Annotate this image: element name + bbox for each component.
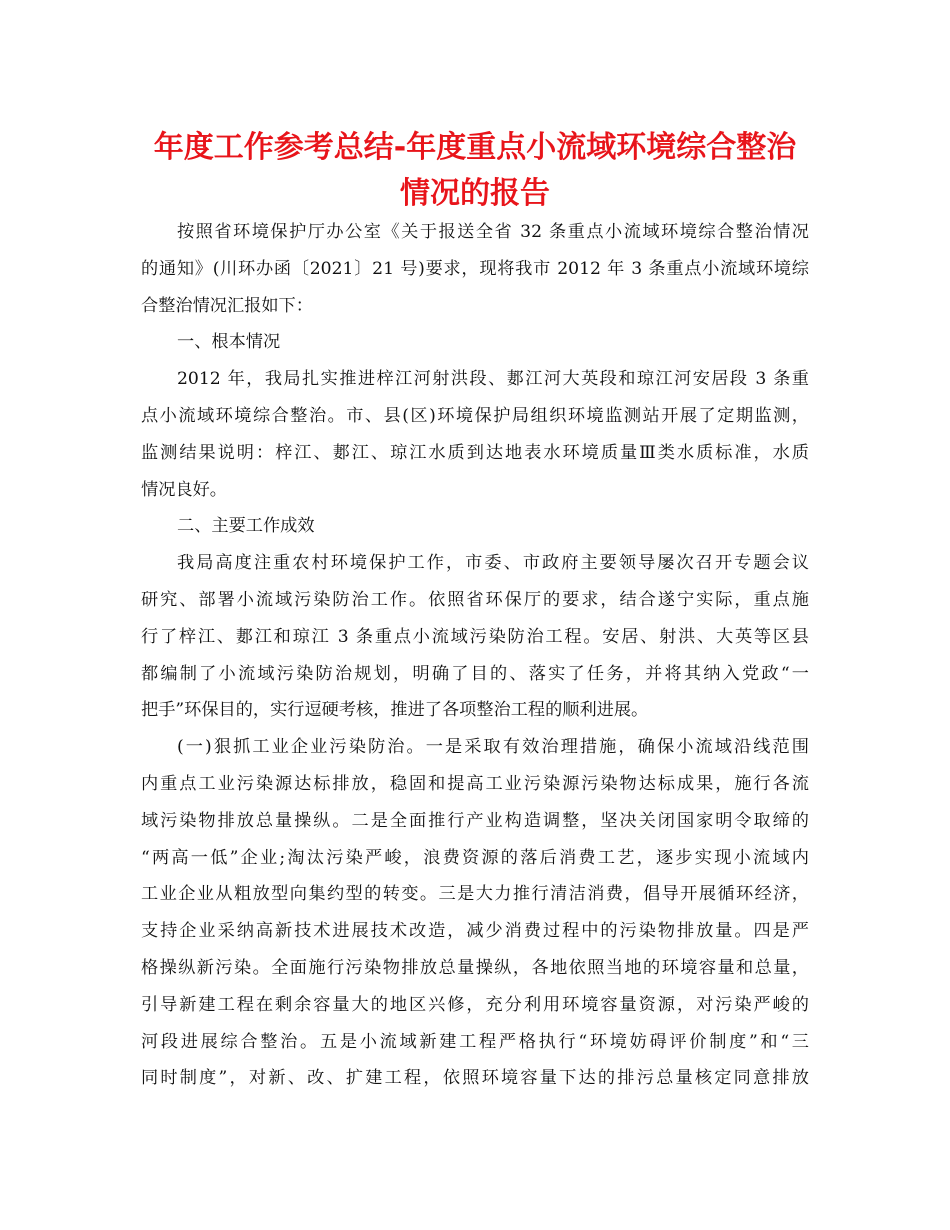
body-line: 行了梓江、郪江和琼江 3 条重点小流域污染防治工程。安居、射洪、大英等区县: [141, 626, 809, 647]
document-title-line-1: 年度工作参考总结-年度重点小流域环境综合整治: [153, 130, 797, 165]
section-heading: 一、根本情况: [177, 332, 281, 353]
body-line: 情况良好。: [141, 479, 227, 500]
body-line: 引导新建工程在剩余容量大的地区兴修，充分利用环境容量资源，对污染严峻的: [141, 994, 809, 1015]
body-line: 的通知》(川环办函〔2021〕21 号)要求，现将我市 2012 年 3 条重点小流域环境综: [141, 258, 809, 279]
body-line: 点小流域环境综合整治。市、县(区)环境保护局组织环境监测站开展了定期监测，: [141, 405, 809, 426]
body-line: (一)狠抓工业企业污染防治。一是采取有效治理措施，确保小流域沿线范围: [177, 737, 809, 758]
body-line: 研究、部署小流域污染防治工作。依照省环保厅的要求，结合遂宁实际，重点施: [141, 589, 809, 610]
body-line: 域污染物排放总量操纵。二是全面推行产业构造调整，坚决关闭国家明令取缔的: [141, 810, 809, 831]
body-line: 支持企业采纳高新技术进展技术改造，减少消费过程中的污染物排放量。四是严: [141, 921, 809, 942]
body-line: “两高一低”企业;淘汰污染严峻，浪费资源的落后消费工艺，逐步实现小流域内: [141, 847, 809, 868]
body-line: 工业企业从粗放型向集约型的转变。三是大力推行清洁消费，倡导开展循环经济，: [141, 884, 809, 905]
body-line: 合整治情况汇报如下：: [141, 295, 313, 316]
document-title-line-2: 情况的报告: [400, 176, 550, 211]
body-line: 同时制度”，对新、改、扩建工程，依照环境容量下达的排污总量核定同意排放: [141, 1068, 809, 1089]
body-line: 按照省环境保护厅办公室《关于报送全省 32 条重点小流域环境综合整治情况: [177, 222, 809, 242]
body-line: 把手”环保目的，实行逗硬考核，推进了各项整治工程的顺利进展。: [141, 700, 649, 721]
body-line: 2012 年，我局扎实推进梓江河射洪段、郪江河大英段和琼江河安居段 3 条重: [177, 369, 809, 390]
body-line: 内重点工业污染源达标排放，稳固和提高工业污染源污染物达标成果，施行各流: [141, 773, 809, 794]
body-line: 格操纵新污染。全面施行污染物排放总量操纵，各地依照当地的环境容量和总量，: [141, 957, 809, 978]
document-body: [141, 214, 809, 1097]
body-line: 我局高度注重农村环境保护工作，市委、市政府主要领导屡次召开专题会议: [177, 553, 809, 574]
body-line: 监测结果说明：梓江、郪江、琼江水质到达地表水环境质量Ⅲ类水质标准，水质: [141, 442, 809, 463]
section-heading: 二、主要工作成效: [177, 516, 315, 537]
body-line: 都编制了小流域污染防治规划，明确了目的、落实了任务，并将其纳入党政“一: [141, 663, 809, 684]
body-line: 河段进展综合整治。五是小流域新建工程严格执行“环境妨碍评价制度”和“三: [141, 1031, 809, 1052]
